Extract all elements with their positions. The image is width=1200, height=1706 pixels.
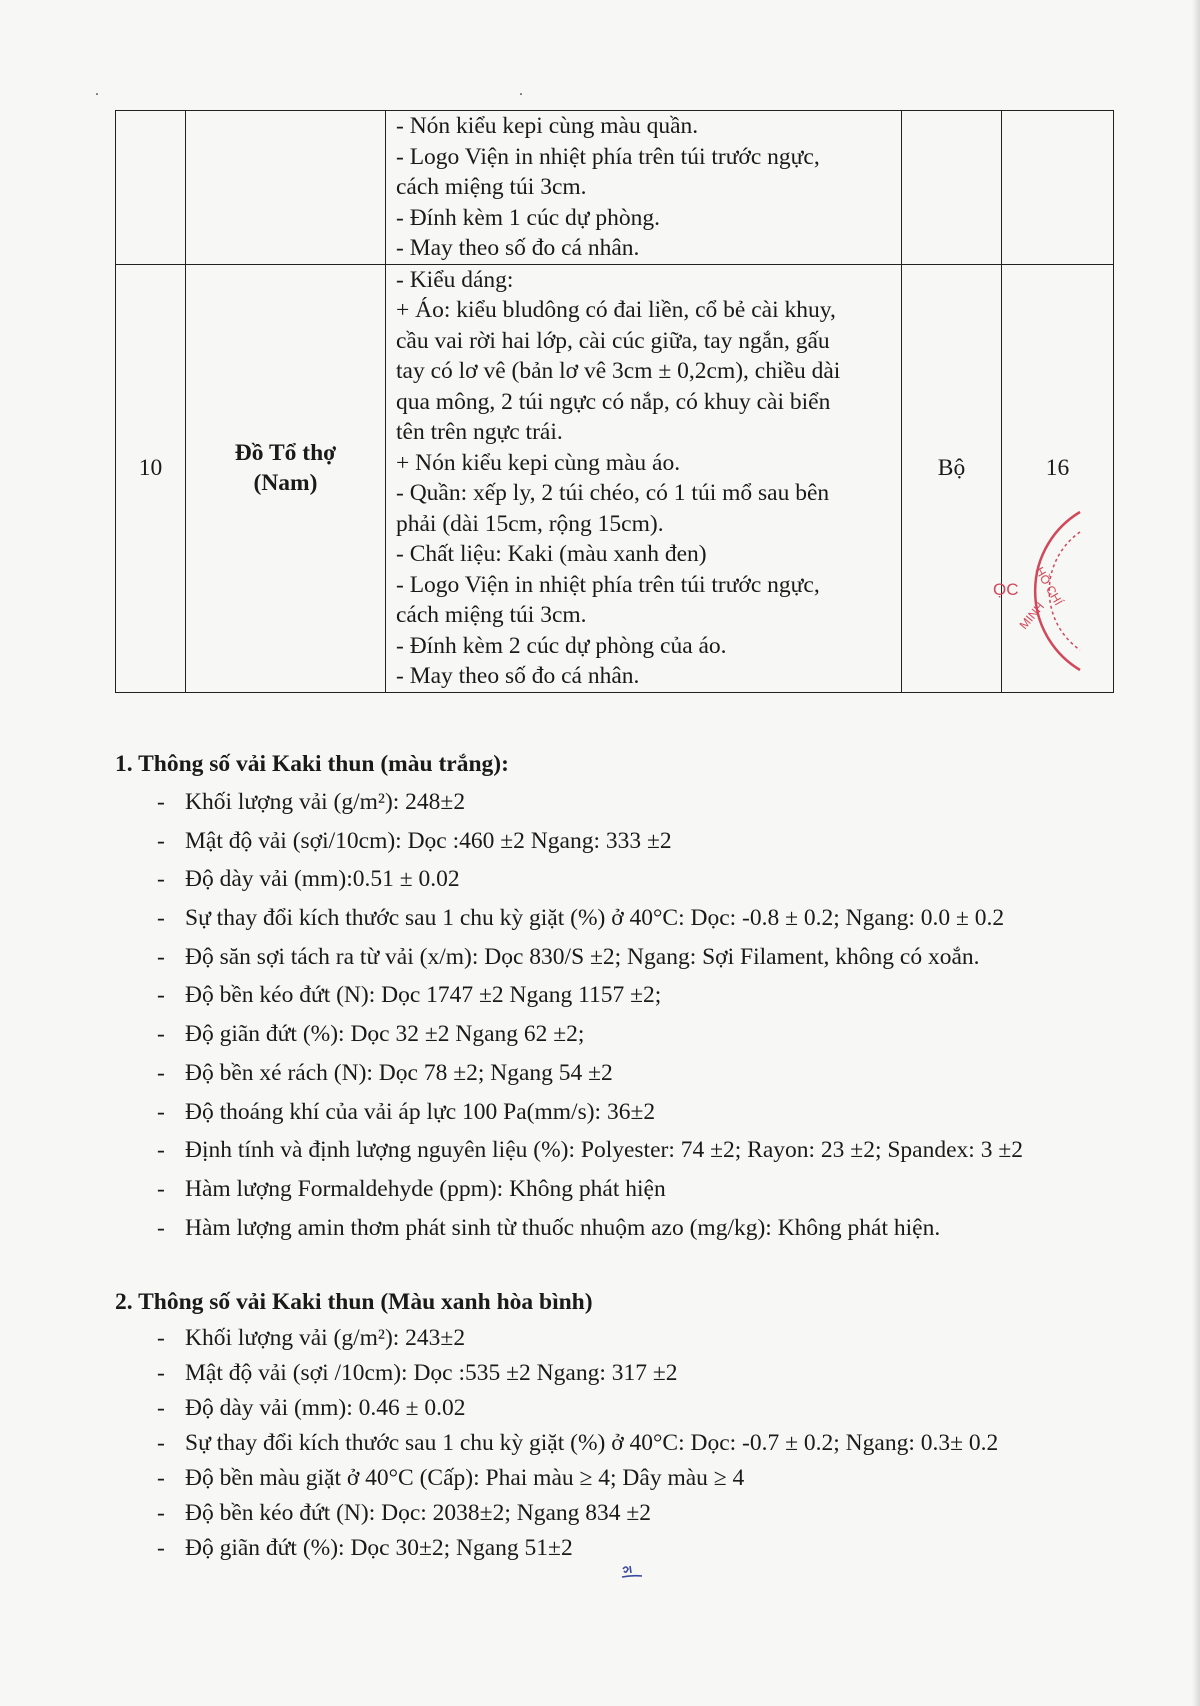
spec-list [115, 1321, 998, 1566]
cell-name-empty [186, 111, 386, 265]
list-dash: - [157, 1465, 165, 1491]
desc-line: - Nón kiểu kepi cùng màu quần. [396, 113, 699, 139]
list-item [115, 899, 1023, 938]
desc-line: cầu vai rời hai lớp, cài cúc giữa, tay ngắn, gấu [396, 327, 830, 354]
list-item-text: Độ bền màu giặt ở 40°C (Cấp): Phai màu ≥ 4; Dây màu ≥ 4 [185, 1465, 745, 1491]
list-item [115, 860, 1023, 899]
list-dash: - [157, 789, 165, 815]
cell-index: 10 [116, 264, 186, 692]
cell-item-name [186, 264, 386, 692]
list-dash: - [157, 1137, 165, 1164]
list-dash: - [157, 866, 165, 893]
list-dash: - [157, 1360, 165, 1386]
list-item-text: Độ bền kéo đứt (N): Dọc 1747 ±2 Ngang 1157 ±2; [185, 982, 662, 1009]
desc-line: tay có lơ vê (bản lơ vê 3cm ± 0,2cm), chiều dài [396, 358, 841, 384]
svg-text:MINH: MINH [1016, 599, 1048, 632]
list-item [115, 822, 1023, 861]
cell-description [386, 111, 902, 265]
list-item [115, 1531, 998, 1566]
list-item-text: Độ săn sợi tách ra từ vải (x/m): Dọc 830/S ±2; Ngang: Sợi Filament, không có xoắn. [185, 943, 980, 970]
list-dash: - [157, 1535, 165, 1561]
list-item-text: Khối lượng vải (g/m²): 248±2 [185, 789, 466, 815]
list-item [115, 1391, 998, 1426]
list-item [115, 976, 1023, 1015]
desc-line: tên trên ngực trái. [396, 419, 563, 445]
desc-line: + Nón kiểu kepi cùng màu áo. [396, 449, 681, 476]
list-dash: - [157, 1098, 165, 1125]
desc-line: cách miệng túi 3cm. [396, 174, 587, 200]
list-item-text: Sự thay đổi kích thước sau 1 chu kỳ giặt (%) ở 40°C: Dọc: -0.7 ± 0.2; Ngang: 0.3± 0.2 [185, 1430, 999, 1456]
list-dash: - [157, 1175, 165, 1202]
desc-line: cách miệng túi 3cm. [396, 602, 587, 628]
list-item-text: Định tính và định lượng nguyên liệu (%): Polyester: 74 ±2; Rayon: 23 ±2; Spandex: 3 ±2 [185, 1137, 1023, 1164]
list-item [115, 1054, 1023, 1093]
cell-quantity: 16 [1002, 264, 1114, 692]
list-dash: - [157, 1214, 165, 1241]
page-edge-shadow [1192, 0, 1200, 1706]
cell-description [386, 264, 902, 692]
list-item-text: Độ giãn đứt (%): Dọc 32 ±2 Ngang 62 ±2; [185, 1021, 585, 1048]
item-name-line1: Đồ Tổ thợ [234, 439, 337, 466]
list-item-text: Hàm lượng amin thơm phát sinh từ thuốc nhuộm azo (mg/kg): Không phát hiện. [185, 1214, 941, 1241]
list-item-text: Hàm lượng Formaldehyde (ppm): Không phát hiện [185, 1175, 666, 1202]
list-dash: - [157, 943, 165, 970]
list-dash: - [157, 827, 165, 854]
list-item [115, 1015, 1023, 1054]
desc-line: - May theo số đo cá nhân. [396, 235, 640, 261]
item-name-line2: (Nam) [253, 470, 318, 496]
handwritten-initial [620, 1563, 646, 1583]
table-row-10 [116, 264, 1114, 692]
svg-text:HỒ CHÍ: HỒ CHÍ [1032, 564, 1066, 608]
desc-line: + Áo: kiểu bludông có đai liền, cổ bẻ cài khuy, [396, 297, 836, 323]
desc-line: - May theo số đo cá nhân. [396, 663, 640, 689]
stamp-partial-text: ỌC [993, 580, 1019, 599]
list-item-text: Độ thoáng khí của vải áp lực 100 Pa(mm/s): 36±2 [185, 1098, 656, 1125]
list-dash: - [157, 1395, 165, 1421]
list-item-text: Mật độ vải (sợi /10cm): Dọc :535 ±2 Ngang: 317 ±2 [185, 1360, 678, 1386]
cell-unit-empty [902, 111, 1002, 265]
list-item [115, 1321, 998, 1356]
desc-line: - Kiểu dáng: [396, 266, 514, 293]
list-item-text: Độ dày vải (mm): 0.46 ± 0.02 [185, 1395, 466, 1421]
list-item-text: Độ bền xé rách (N): Dọc 78 ±2; Ngang 54 ±2 [185, 1059, 613, 1086]
list-item-text: Độ giãn đứt (%): Dọc 30±2; Ngang 51±2 [185, 1535, 573, 1561]
desc-line: phải (dài 15cm, rộng 15cm). [396, 510, 664, 537]
desc-line: qua mông, 2 túi ngực có nắp, có khuy cài biển [396, 388, 831, 415]
list-item-text: Khối lượng vải (g/m²): 243±2 [185, 1325, 466, 1351]
list-dash: - [157, 1430, 165, 1456]
desc-line: - Logo Viện in nhiệt phía trên túi trước ngực, [396, 143, 820, 170]
section-white-fabric [115, 745, 1023, 1247]
list-dash: - [157, 1059, 165, 1086]
list-item [115, 1170, 1023, 1209]
cell-index-empty [116, 111, 186, 265]
cell-qty-empty [1002, 111, 1114, 265]
section-title: 2. Thông số vải Kaki thun (Màu xanh hòa bình) [115, 1289, 593, 1315]
desc-line: - Đính kèm 2 cúc dự phòng của áo. [396, 632, 727, 659]
list-item-text: Mật độ vải (sợi/10cm): Dọc :460 ±2 Ngang: 333 ±2 [185, 827, 672, 854]
list-item [115, 1461, 998, 1496]
section-title: 1. Thông số vải Kaki thun (màu trắng): [115, 751, 509, 777]
list-item [115, 1093, 1023, 1132]
list-item-text: Độ dày vải (mm):0.51 ± 0.02 [185, 866, 460, 893]
list-item [115, 1426, 998, 1461]
uniform-spec-table [115, 110, 1114, 693]
list-item [115, 783, 1023, 822]
section-peace-blue-fabric [115, 1283, 998, 1566]
list-dash: - [157, 982, 165, 1009]
list-dash: - [157, 1325, 165, 1351]
scan-specks: . . [95, 82, 523, 99]
list-item [115, 1131, 1023, 1170]
spec-list [115, 783, 1023, 1247]
list-dash: - [157, 1500, 165, 1526]
desc-line: - Đính kèm 1 cúc dự phòng. [396, 204, 661, 231]
list-item [115, 1209, 1023, 1248]
list-item [115, 1496, 998, 1531]
cell-unit: Bộ [902, 264, 1002, 692]
list-item-text: Độ bền kéo đứt (N): Dọc: 2038±2; Ngang 834 ±2 [185, 1500, 652, 1526]
list-dash: - [157, 905, 165, 932]
list-item-text: Sự thay đổi kích thước sau 1 chu kỳ giặt (%) ở 40°C: Dọc: -0.8 ± 0.2; Ngang: 0.0 ± 0.2 [185, 905, 1005, 932]
desc-line: - Logo Viện in nhiệt phía trên túi trước ngực, [396, 571, 820, 598]
list-item [115, 938, 1023, 977]
list-item [115, 1356, 998, 1391]
desc-line: - Quần: xếp ly, 2 túi chéo, có 1 túi mổ sau bên [396, 480, 830, 506]
table-row-continued [116, 111, 1114, 265]
desc-line: - Chất liệu: Kaki (màu xanh đen) [396, 541, 707, 567]
list-dash: - [157, 1021, 165, 1048]
